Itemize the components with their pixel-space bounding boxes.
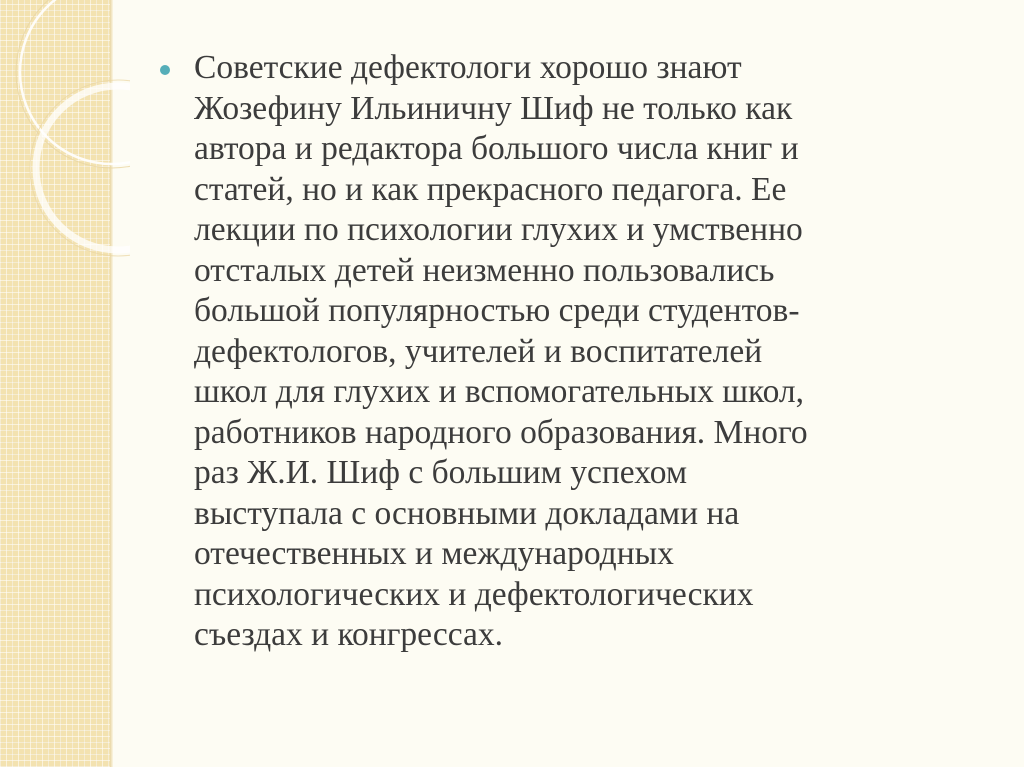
text-line: выступала с основными докладами на bbox=[194, 494, 740, 532]
content-area bbox=[160, 48, 980, 656]
text-line: съездах и конгрессах. bbox=[194, 616, 504, 653]
text-line: школ для глухих и вспомогательных школ, bbox=[194, 373, 804, 410]
bullet-item bbox=[160, 48, 980, 656]
text-line: дефектологов, учителей и воспитателей bbox=[194, 332, 763, 370]
text-line: психологических и дефектологических bbox=[194, 575, 754, 613]
text-line: автора и редактора большого числа книг и bbox=[194, 130, 799, 167]
text-line: отечественных и международных bbox=[194, 535, 674, 572]
text-line: большой популярностью среди студентов- bbox=[194, 292, 800, 329]
text-line: раз Ж.И. Шиф с большим успехом bbox=[194, 454, 688, 491]
text-line: статей, но и как прекрасного педагога. Ее bbox=[194, 170, 787, 208]
text-line: работников народного образования. Много bbox=[194, 413, 808, 451]
bullet-dot-icon bbox=[160, 65, 170, 75]
text-line: лекции по психологии глухих и умственно bbox=[194, 211, 803, 248]
text-line: Жозефину Ильиничну Шиф не только как bbox=[194, 89, 793, 127]
decorative-rings bbox=[0, 0, 130, 260]
text-line: Советские дефектологи хорошо знают bbox=[194, 49, 742, 86]
text-line: отсталых детей неизменно пользовались bbox=[194, 251, 775, 289]
bullet-text bbox=[194, 48, 980, 656]
